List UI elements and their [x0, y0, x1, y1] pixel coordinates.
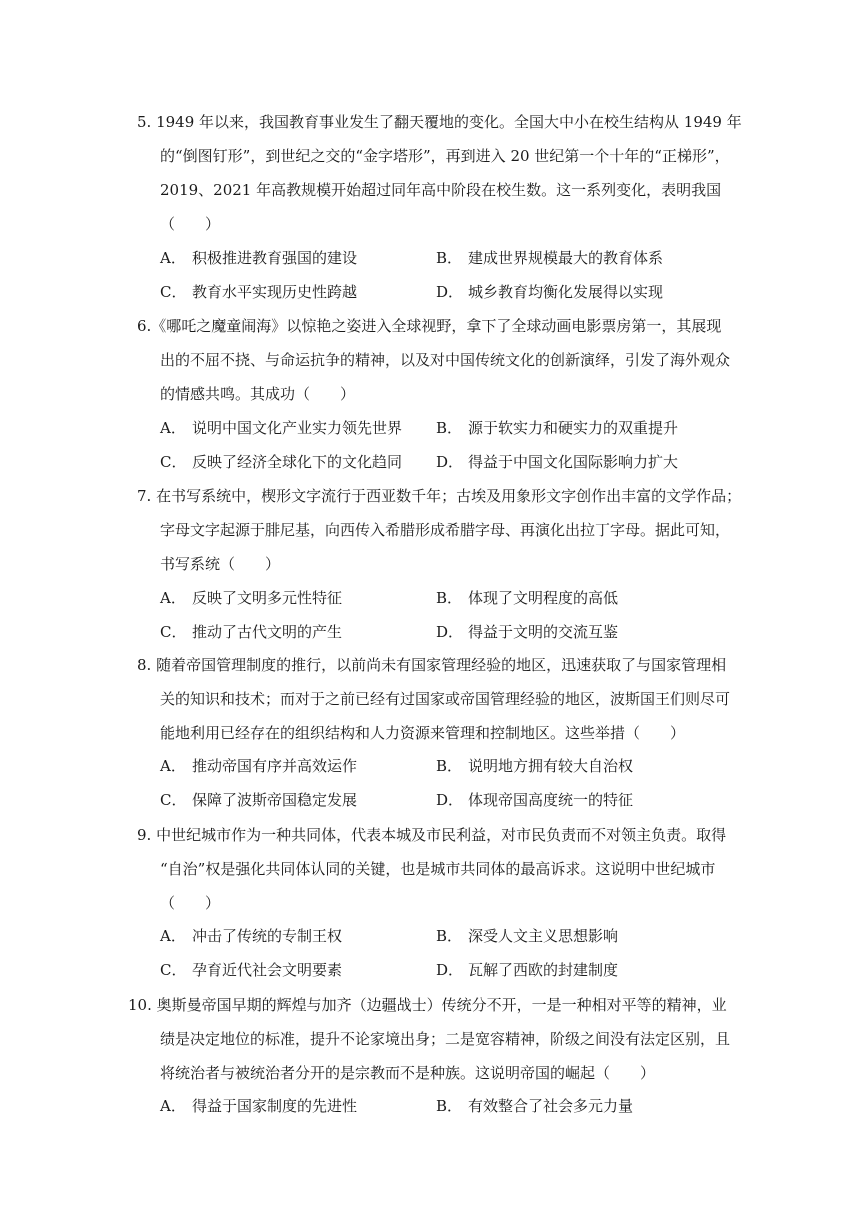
option-letter: A． — [160, 757, 186, 775]
question-text-line: 5. 1949 年以来，我国教育事业发生了翻天覆地的变化。全国大中小在校生结构从 1949 年 — [137, 113, 742, 131]
question-text-line: 10. 奥斯曼帝国早期的辉煌与加齐（边疆战士）传统分不开，一是一种相对平等的精神，业 — [128, 996, 727, 1014]
option-text: 积极推进教育强国的建设 — [192, 249, 358, 267]
option-text: 得益于国家制度的先进性 — [192, 1097, 358, 1115]
answer-option — [160, 282, 357, 302]
answer-option — [436, 418, 678, 438]
option-letter: B． — [436, 419, 463, 437]
option-text: 源于软实力和硬实力的双重提升 — [468, 419, 679, 437]
option-text: 推动了古代文明的产生 — [192, 623, 343, 641]
option-text: 得益于文明的交流互鉴 — [468, 623, 619, 641]
option-letter: B． — [436, 757, 463, 775]
question-text-line: 出的不屈不挠、与命运抗争的精神，以及对中国传统文化的创新演绎，引发了海外观众 — [160, 351, 731, 369]
option-letter: D． — [436, 283, 464, 301]
option-text: 体现了文明程度的高低 — [468, 589, 619, 607]
option-text: 保障了波斯帝国稳定发展 — [192, 791, 358, 809]
question-text-line: 关的知识和技术；而对于之前已经有过国家或帝国管理经验的地区，波斯国王们则尽可 — [160, 690, 731, 708]
option-letter: C． — [160, 791, 187, 809]
answer-option — [436, 960, 618, 980]
answer-option — [160, 1096, 357, 1116]
question-text-line: 8. 随着帝国管理制度的推行，以前尚未有国家管理经验的地区，迅速获取了与国家管理相 — [137, 656, 727, 674]
option-text: 体现帝国高度统一的特征 — [468, 791, 634, 809]
option-letter: D． — [436, 961, 464, 979]
option-text: 反映了经济全球化下的文化趋同 — [192, 453, 403, 471]
answer-option — [160, 588, 342, 608]
option-letter: D． — [436, 623, 464, 641]
option-letter: B． — [436, 1097, 463, 1115]
answer-option — [436, 248, 663, 268]
question-text-line: 书写系统（ ） — [160, 555, 281, 573]
answer-option — [436, 790, 633, 810]
question-text-line: 能地利用已经存在的组织结构和人力资源来管理和控制地区。这些举措（ ） — [160, 724, 686, 742]
question-text-line: 的情感共鸣。其成功（ ） — [160, 385, 356, 403]
answer-option — [160, 926, 342, 946]
question-text-line: 2019、2021 年高教规模开始超过同年高中阶段在校生数。这一系列变化，表明我国 — [160, 181, 722, 199]
question-text-line: 的“倒图钉形”，到世纪之交的“金字塔形”，再到进入 20 世纪第一个十年的“正梯形”， — [160, 147, 730, 165]
option-text: 建成世界规模最大的教育体系 — [468, 249, 664, 267]
option-letter: B． — [436, 927, 463, 945]
question-text-line: 绩是决定地位的标准，提升不论家境出身；二是宽容精神，阶级之间没有法定区别，且 — [160, 1030, 731, 1048]
option-text: 深受人文主义思想影响 — [468, 927, 619, 945]
answer-option — [436, 756, 633, 776]
option-letter: C． — [160, 961, 187, 979]
option-letter: A． — [160, 589, 186, 607]
option-text: 得益于中国文化国际影响力扩大 — [468, 453, 679, 471]
option-text: 教育水平实现历史性跨越 — [192, 283, 358, 301]
answer-option — [436, 622, 618, 642]
question-text-line: “自治”权是强化共同体认同的关键，也是城市共同体的最高诉求。这说明中世纪城市 — [160, 860, 716, 878]
question-text-line: （ ） — [160, 215, 221, 233]
option-letter: A． — [160, 927, 186, 945]
question-text-line: 将统治者与被统治者分开的是宗教而不是种族。这说明帝国的崛起（ ） — [160, 1064, 656, 1082]
answer-option — [160, 960, 342, 980]
option-text: 说明地方拥有较大自治权 — [468, 757, 634, 775]
option-letter: B． — [436, 249, 463, 267]
option-text: 有效整合了社会多元力量 — [468, 1097, 634, 1115]
answer-option — [160, 622, 342, 642]
option-letter: C． — [160, 453, 187, 471]
answer-option — [160, 248, 357, 268]
option-letter: C． — [160, 623, 187, 641]
answer-option — [160, 756, 357, 776]
option-text: 冲击了传统的专制王权 — [192, 927, 343, 945]
option-letter: A． — [160, 419, 186, 437]
answer-option — [160, 418, 402, 438]
answer-option — [436, 926, 618, 946]
option-letter: A． — [160, 249, 186, 267]
question-text-line: 字母文字起源于腓尼基，向西传入希腊形成希腊字母、再演化出拉丁字母。据此可知， — [160, 521, 731, 539]
option-letter: D． — [436, 791, 464, 809]
answer-option — [436, 452, 678, 472]
question-text-line: 6.《哪吒之魔童闹海》以惊艳之姿进入全球视野，拿下了全球动画电影票房第一，其展现 — [137, 317, 722, 335]
option-text: 瓦解了西欧的封建制度 — [468, 961, 619, 979]
option-text: 城乡教育均衡化发展得以实现 — [468, 283, 664, 301]
answer-option — [436, 588, 618, 608]
answer-option — [160, 790, 357, 810]
option-text: 推动帝国有序并高效运作 — [192, 757, 358, 775]
option-letter: A． — [160, 1097, 186, 1115]
option-letter: B． — [436, 589, 463, 607]
option-letter: D． — [436, 453, 464, 471]
answer-option — [160, 452, 402, 472]
answer-option — [436, 1096, 633, 1116]
answer-option — [436, 282, 663, 302]
option-text: 说明中国文化产业实力领先世界 — [192, 419, 403, 437]
option-text: 孕育近代社会文明要素 — [192, 961, 343, 979]
question-text-line: 9. 中世纪城市作为一种共同体，代表本城及市民利益，对市民负责而不对领主负责。取得 — [137, 826, 727, 844]
question-text-line: 7. 在书写系统中，楔形文字流行于西亚数千年；古埃及用象形文字创作出丰富的文学作品； — [137, 487, 742, 505]
question-text-line: （ ） — [160, 894, 221, 912]
option-letter: C． — [160, 283, 187, 301]
option-text: 反映了文明多元性特征 — [192, 589, 343, 607]
